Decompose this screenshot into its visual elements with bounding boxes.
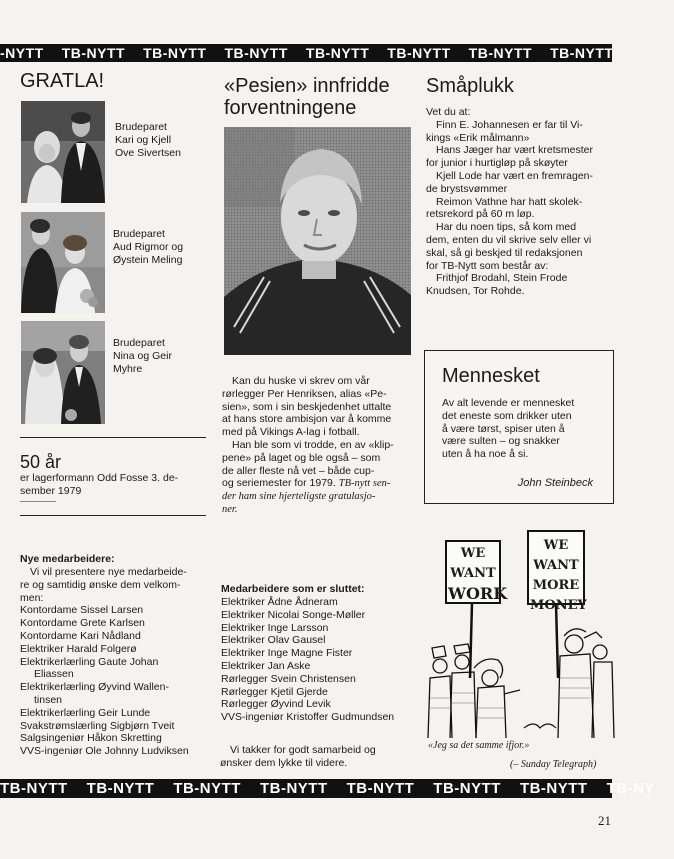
article-line: Han ble som vi trodde, en av «klip-	[232, 438, 394, 451]
couple-2-caption	[113, 228, 183, 267]
quote-line: være sulten – og snakker	[442, 435, 560, 448]
article-italic-line: ner.	[222, 503, 238, 515]
top-banner-item: TB-NYTT	[550, 45, 614, 61]
top-banner-item: TB-NYTT	[224, 45, 288, 61]
wedding-photo-2	[21, 212, 105, 313]
sign-2-text	[530, 536, 587, 616]
smaplukk-line: kings «Erik målmann»	[426, 131, 530, 144]
thanks-line-2: ønsker dem lykke til videre.	[220, 756, 348, 769]
quote-line: Av alt levende er mennesket	[442, 397, 575, 409]
sign-2-line-2: MORE	[532, 578, 580, 593]
leaving-item: Rørlegger Kjetil Gjerde	[221, 685, 328, 698]
new-staff-item: Kontordame Sissel Larsen	[20, 604, 144, 617]
new-staff-intro	[20, 566, 210, 604]
new-staff-item: VVS-ingeniør Ole Johnny Ludviksen	[20, 745, 189, 758]
leaving-section	[221, 583, 421, 724]
smaplukk-line: for TB-Nytt som består av:	[426, 259, 549, 272]
couple-3-line3: Myhre	[113, 363, 143, 375]
smaplukk-section	[426, 75, 616, 298]
leaving-item: Elektriker Inge Magne Fister	[221, 647, 353, 660]
top-banner-item: TB-NYTT	[387, 45, 451, 61]
pesien-heading-line2: forventningene	[224, 97, 357, 119]
new-staff-intro-line: re og samtidig ønske dem velkom-	[20, 578, 181, 591]
article-line: de aller fleste nå vet – både cup-	[222, 464, 375, 477]
bottom-banner	[0, 779, 655, 798]
bottom-banner-item: TB-NYTT	[86, 780, 155, 797]
sign-1-line-1: WE WANT	[450, 546, 496, 581]
article-italic-line: TB-nytt sen-	[338, 478, 391, 490]
mennesket-quote	[442, 397, 610, 461]
birthday-heading: 50 år	[20, 452, 62, 472]
divider-left-1	[20, 437, 206, 438]
couple-2-line3: Øystein Meling	[113, 254, 183, 266]
thanks-text	[220, 744, 415, 770]
wedding-photo-3	[21, 321, 105, 424]
couple-1-line1: Brudeparet	[115, 121, 167, 133]
new-staff-intro-line: men:	[20, 591, 44, 604]
birthday-text	[20, 472, 210, 498]
mennesket-heading: Mennesket	[442, 365, 540, 387]
quote-line: det eneste som drikker uten	[442, 409, 572, 422]
top-banner-item: TB-NYTT	[305, 45, 370, 61]
new-staff-item: Elektrikerlærling Geir Lunde	[20, 706, 151, 719]
page-number: 21	[598, 813, 611, 828]
new-staff-list	[20, 604, 210, 758]
smaplukk-line: skal, så gi beskjed til redaksjonen	[426, 246, 583, 259]
pesien-article	[222, 375, 408, 517]
couple-1-caption	[115, 121, 181, 160]
leaving-item: Rørlegger Øyvind Levik	[221, 698, 331, 711]
sign-2-line-3: MONEY	[530, 598, 587, 613]
article-line: Kan du huske vi skrev om vår	[232, 375, 370, 387]
leaving-list	[221, 596, 421, 724]
new-staff-section	[20, 553, 210, 758]
smaplukk-heading: Småplukk	[426, 75, 514, 97]
smaplukk-line: Har du noen tips, så kom med	[436, 221, 577, 234]
birthday-line-1: er lagerformann Odd Fosse 3. de-	[20, 472, 179, 484]
cartoon	[424, 528, 616, 738]
portrait-photo	[224, 127, 411, 355]
bottom-banner-item: TB-NYTT	[0, 780, 68, 797]
quote-line: å være tørst, spiser uten å	[442, 422, 565, 435]
smaplukk-line: Knudsen, Tor Rohde.	[426, 285, 525, 298]
couple-2-line1: Brudeparet	[113, 228, 165, 240]
new-staff-heading: Nye medarbeidere:	[20, 553, 115, 565]
article-line: og seriemester for 1979.	[222, 477, 336, 490]
leaving-item: Elektriker Jan Aske	[221, 659, 311, 672]
leaving-item: Elektriker Olav Gausel	[221, 634, 326, 647]
leaving-item: VVS-ingeniør Kristoffer Gudmundsen	[221, 711, 395, 724]
smaplukk-line: Reimon Vathne har hatt skolek-	[436, 195, 583, 208]
smaplukk-line: Kjell Lode har vært en fremragen-	[436, 169, 593, 182]
smaplukk-body	[426, 106, 616, 298]
smaplukk-line: Frithjof Brodahl, Stein Frode	[436, 272, 568, 285]
couple-3-caption	[113, 337, 172, 376]
smaplukk-line: Finn E. Johannesen er far til Vi-	[436, 118, 583, 131]
divider-left-short	[20, 501, 56, 502]
leaving-item: Elektriker Nicolai Songe-Møller	[221, 608, 366, 621]
sign-2-line-1: WE WANT	[533, 538, 579, 573]
new-staff-item: tinsen	[34, 693, 63, 706]
smaplukk-line: Vet du at:	[426, 106, 471, 118]
article-line: pene» på laget og ble også – som	[222, 451, 381, 464]
bottom-banner-item: TB-NYTT	[519, 780, 588, 797]
cartoon-credit: (– Sunday Telegraph)	[510, 759, 597, 770]
new-staff-item: Elektrikerlærling Øyvind Wallen-	[20, 681, 169, 694]
new-staff-item: Elektrikerlærling Gaute Johan	[20, 655, 159, 668]
pesien-heading-line1: «Pesien» innfridde	[224, 75, 390, 97]
new-staff-item: Kontordame Kari Nådland	[20, 629, 141, 642]
sign-1-line-2: WORK	[448, 584, 508, 603]
quote-author: John Steinbeck	[517, 477, 593, 489]
leaving-item: Elektriker Ådne Ådneram	[221, 596, 338, 608]
article-line: med på Vikings A-lag i fotball.	[222, 426, 360, 439]
top-banner-item: TB-NYTT	[143, 45, 207, 61]
bottom-banner-item: TB-NY	[606, 780, 655, 797]
smaplukk-line: Hans Jæger har vært kretsmester	[436, 144, 593, 157]
new-staff-intro-line: Vi vil presentere nye medarbeide-	[30, 566, 187, 578]
new-staff-item: Salgsingeniør Håkon Skretting	[20, 732, 162, 745]
couple-3-line1: Brudeparet	[113, 337, 165, 349]
bottom-banner-item: TB-NYTT	[259, 780, 328, 797]
couple-1-line2: Kari og Kjell	[115, 134, 172, 146]
thanks-line-1: Vi takker for godt samarbeid og	[230, 744, 376, 756]
top-banner	[0, 44, 612, 62]
leaving-heading: Medarbeidere som er sluttet:	[221, 583, 365, 595]
bottom-banner-item: TB-NYTT	[346, 780, 415, 797]
article-line: rørlegger Per Henriksen, alias «Pe-	[222, 387, 387, 400]
leaving-item: Rørlegger Svein Christensen	[221, 672, 356, 685]
birthday-line-2: sember 1979	[20, 484, 82, 497]
smaplukk-line: dem, enten du vil skrive selv eller vi	[426, 233, 592, 246]
new-staff-item: Elektriker Harald Folgerø	[20, 642, 137, 655]
birthday-section	[20, 452, 210, 498]
smaplukk-line: for junior i hurtigløp på skøyter	[426, 157, 568, 170]
couple-3-line2: Nina og Geir	[113, 350, 172, 362]
couple-2-line2: Aud Rigmor og	[113, 241, 184, 253]
left-column	[20, 70, 205, 92]
bottom-banner-item: TB-NYTT	[173, 780, 241, 797]
sign-1-text	[448, 544, 508, 604]
new-staff-item: Kontordame Grete Karlsen	[20, 617, 145, 630]
smaplukk-line: de brystsvømmer	[426, 182, 508, 195]
wedding-photo-1	[21, 101, 105, 203]
mennesket-quote-box	[424, 350, 614, 504]
article-italic-line: der ham sine hjerteligste gratulasjo-	[222, 491, 376, 503]
divider-left-2	[20, 515, 206, 516]
smaplukk-line: retsrekord på 60 m løp.	[426, 208, 535, 221]
top-banner-item: TB-NYTT	[468, 45, 533, 61]
new-staff-item: Svakstrømslærling Sigbjørn Tveit	[20, 719, 175, 732]
middle-heading	[224, 75, 424, 119]
quote-line: uten å ha noe å si.	[442, 448, 529, 461]
article-line: sien», som i sin beskjedenhet uttalte	[222, 400, 392, 413]
cartoon-caption: «Jeg sa det samme ifjor.»	[428, 740, 530, 751]
couple-1-line3: Ove Sivertsen	[115, 147, 181, 159]
top-banner-item: -NYTT	[0, 45, 44, 61]
bottom-banner-item: TB-NYTT	[433, 780, 501, 797]
article-line: at hans store ambisjon var å komme	[222, 413, 392, 426]
leaving-item: Elektriker Inge Larsson	[221, 621, 329, 634]
gratla-heading: GRATLA!	[20, 70, 105, 92]
top-banner-item: TB-NYTT	[61, 45, 126, 61]
new-staff-item: Eliassen	[34, 668, 74, 681]
